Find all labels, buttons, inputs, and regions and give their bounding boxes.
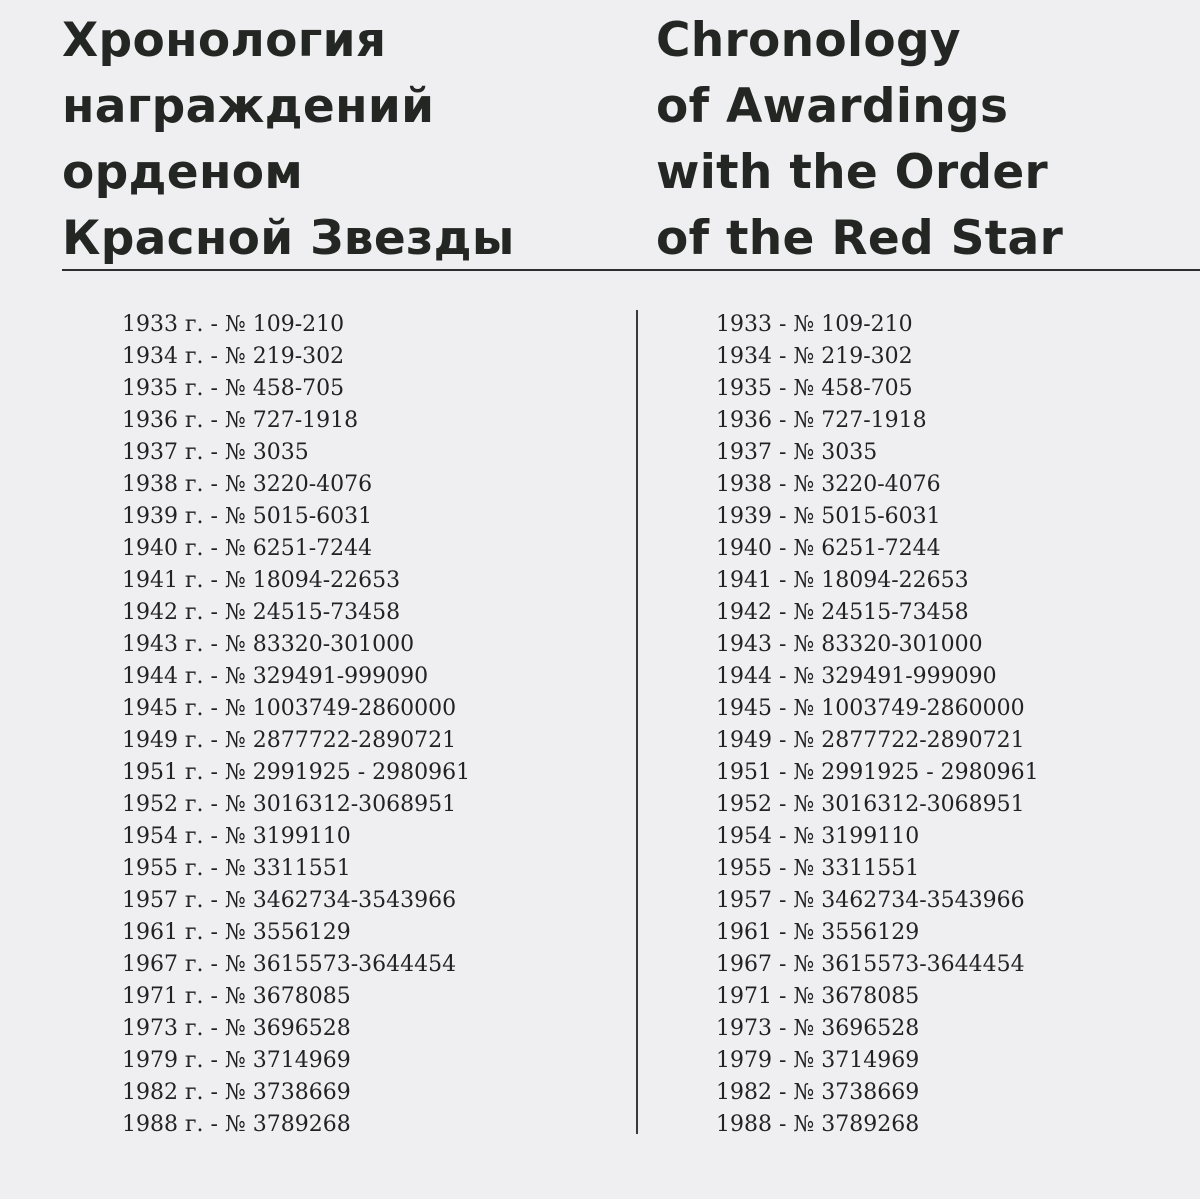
award-entry: 1938 - № 3220-4076 [716,472,941,497]
title-line: of Awardings [656,79,1009,134]
award-entry: 1934 - № 219-302 [716,344,913,369]
award-entry: 1967 - № 3615573-3644454 [716,952,1025,977]
award-entry: 1979 - № 3714969 [716,1048,920,1073]
awards-list-english [716,309,1039,1141]
award-entry: 1961 - № 3556129 [716,920,920,945]
award-entry: 1979 г. - № 3714969 [122,1048,351,1073]
page-title-english [656,8,1063,272]
award-entry: 1952 - № 3016312-3068951 [716,792,1025,817]
award-entry: 1954 - № 3199110 [716,824,920,849]
award-entry: 1940 - № 6251-7244 [716,536,941,561]
award-entry: 1940 г. - № 6251-7244 [122,536,373,561]
title-line: Хронология [62,13,387,68]
award-entry: 1955 - № 3311551 [716,856,920,881]
award-entry: 1973 - № 3696528 [716,1016,920,1041]
award-entry: 1939 г. - № 5015-6031 [122,504,373,529]
award-entry: 1934 г. - № 219-302 [122,344,345,369]
award-entry: 1957 г. - № 3462734-3543966 [122,888,457,913]
award-entry: 1967 г. - № 3615573-3644454 [122,952,457,977]
awards-list-russian [122,309,470,1141]
award-entry: 1945 - № 1003749-2860000 [716,696,1025,721]
title-line: of the Red Star [656,211,1064,266]
award-entry: 1944 - № 329491-999090 [716,664,997,689]
award-entry: 1937 - № 3035 [716,440,878,465]
award-entry: 1942 - № 24515-73458 [716,600,969,625]
award-entry: 1933 г. - № 109-210 [122,312,345,337]
header-divider [62,269,1200,271]
award-entry: 1982 - № 3738669 [716,1080,920,1105]
award-entry: 1988 г. - № 3789268 [122,1112,351,1137]
title-line: with the Order [656,145,1049,200]
title-line: награждений [62,79,435,134]
award-entry: 1939 - № 5015-6031 [716,504,941,529]
award-entry: 1951 г. - № 2991925 - 2980961 [122,760,471,785]
column-divider [636,310,638,1134]
award-entry: 1971 г. - № 3678085 [122,984,351,1009]
award-entry: 1941 г. - № 18094-22653 [122,568,401,593]
title-line: орденом [62,145,304,200]
award-entry: 1973 г. - № 3696528 [122,1016,351,1041]
award-entry: 1938 г. - № 3220-4076 [122,472,373,497]
award-entry: 1936 г. - № 727-1918 [122,408,359,433]
award-entry: 1952 г. - № 3016312-3068951 [122,792,457,817]
award-entry: 1954 г. - № 3199110 [122,824,351,849]
award-entry: 1961 г. - № 3556129 [122,920,351,945]
award-entry: 1933 - № 109-210 [716,312,913,337]
title-line: Chronology [656,13,961,68]
page-title-russian [62,8,515,272]
award-entry: 1949 г. - № 2877722-2890721 [122,728,457,753]
award-entry: 1935 г. - № 458-705 [122,376,345,401]
award-entry: 1935 - № 458-705 [716,376,913,401]
award-entry: 1945 г. - № 1003749-2860000 [122,696,457,721]
award-entry: 1971 - № 3678085 [716,984,920,1009]
award-entry: 1943 - № 83320-301000 [716,632,983,657]
award-entry: 1982 г. - № 3738669 [122,1080,351,1105]
award-entry: 1951 - № 2991925 - 2980961 [716,760,1039,785]
award-entry: 1949 - № 2877722-2890721 [716,728,1025,753]
award-entry: 1944 г. - № 329491-999090 [122,664,429,689]
award-entry: 1955 г. - № 3311551 [122,856,351,881]
title-line: Красной Звезды [62,211,515,266]
award-entry: 1943 г. - № 83320-301000 [122,632,415,657]
award-entry: 1936 - № 727-1918 [716,408,927,433]
award-entry: 1942 г. - № 24515-73458 [122,600,401,625]
award-entry: 1988 - № 3789268 [716,1112,920,1137]
award-entry: 1941 - № 18094-22653 [716,568,969,593]
award-entry: 1957 - № 3462734-3543966 [716,888,1025,913]
award-entry: 1937 г. - № 3035 [122,440,309,465]
